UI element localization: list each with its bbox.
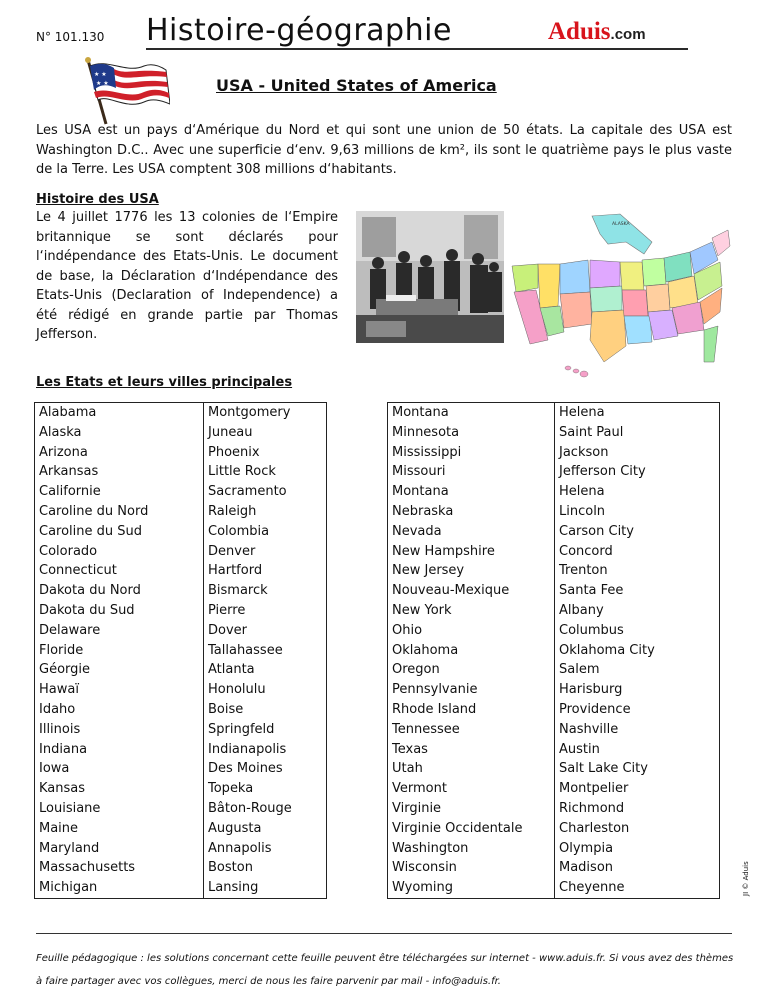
capital-city-cell: Montpelier: [555, 779, 720, 799]
state-name-cell: New Jersey: [388, 561, 555, 581]
capital-city-cell: Honolulu: [204, 680, 327, 700]
state-name-cell: Alaska: [35, 423, 204, 443]
state-name-cell: Illinois: [35, 720, 204, 740]
state-name-cell: Tennessee: [388, 720, 555, 740]
table-row: [388, 680, 720, 700]
capital-city-cell: Topeka: [204, 779, 327, 799]
capital-city-cell: Oklahoma City: [555, 641, 720, 661]
table-row: [35, 522, 327, 542]
footer-divider: [36, 933, 732, 934]
state-name-cell: Caroline du Sud: [35, 522, 204, 542]
state-name-cell: Rhode Island: [388, 700, 555, 720]
state-name-cell: Utah: [388, 759, 555, 779]
capital-city-cell: Carson City: [555, 522, 720, 542]
capital-city-cell: Atlanta: [204, 660, 327, 680]
state-name-cell: Arizona: [35, 443, 204, 463]
table-row: [35, 819, 327, 839]
table-row: [388, 502, 720, 522]
capital-city-cell: Charleston: [555, 819, 720, 839]
table-row: [388, 522, 720, 542]
capital-city-cell: Jefferson City: [555, 462, 720, 482]
map-label-alaska: ALASKA: [612, 222, 630, 227]
usa-flag-icon: [78, 56, 170, 128]
state-name-cell: Connecticut: [35, 561, 204, 581]
state-name-cell: Arkansas: [35, 462, 204, 482]
table-row: [388, 621, 720, 641]
capital-city-cell: Helena: [555, 403, 720, 423]
table-row: [35, 878, 327, 898]
table-row: [388, 740, 720, 760]
table-row: [35, 839, 327, 859]
state-name-cell: Nouveau-Mexique: [388, 581, 555, 601]
table-row: [388, 561, 720, 581]
state-name-cell: Wisconsin: [388, 858, 555, 878]
state-name-cell: Nevada: [388, 522, 555, 542]
capital-city-cell: Saint Paul: [555, 423, 720, 443]
state-name-cell: Hawaï: [35, 680, 204, 700]
capital-city-cell: Little Rock: [204, 462, 327, 482]
table-row: [388, 759, 720, 779]
table-row: [388, 542, 720, 562]
capital-city-cell: Boston: [204, 858, 327, 878]
capital-city-cell: Springfeld: [204, 720, 327, 740]
capital-city-cell: Harisburg: [555, 680, 720, 700]
table-row: [35, 759, 327, 779]
table-row: [388, 581, 720, 601]
footer-note: Feuille pédagogique : les solutions concernant cette feuille peuvent être téléchargées sur internet - www.aduis.fr. Si vous avez des thèmes à faire partager avec vos collègues, merci de nous les faire parvenir par mail - info@aduis.fr.: [36, 953, 734, 987]
capital-city-cell: Trenton: [555, 561, 720, 581]
states-heading: Les Etats et leurs villes principales: [36, 375, 293, 390]
state-name-cell: Virginie: [388, 799, 555, 819]
state-name-cell: Iowa: [35, 759, 204, 779]
table-row: [388, 641, 720, 661]
capital-city-cell: Helena: [555, 482, 720, 502]
table-row: [388, 482, 720, 502]
logo-main: Aduis: [548, 18, 611, 45]
state-name-cell: Washington: [388, 839, 555, 859]
capital-city-cell: Columbus: [555, 621, 720, 641]
state-name-cell: Pennsylvanie: [388, 680, 555, 700]
capital-city-cell: Augusta: [204, 819, 327, 839]
state-name-cell: Géorgie: [35, 660, 204, 680]
state-name-cell: Minnesota: [388, 423, 555, 443]
state-name-cell: Montana: [388, 403, 555, 423]
table-row: [388, 700, 720, 720]
table-row: [35, 482, 327, 502]
table-row: [388, 858, 720, 878]
state-name-cell: Dakota du Nord: [35, 581, 204, 601]
capital-city-cell: Bâton-Rouge: [204, 799, 327, 819]
aduis-logo[interactable]: [548, 18, 646, 46]
state-name-cell: New Hampshire: [388, 542, 555, 562]
table-row: [35, 799, 327, 819]
capital-city-cell: Albany: [555, 601, 720, 621]
capital-city-cell: Richmond: [555, 799, 720, 819]
state-name-cell: Idaho: [35, 700, 204, 720]
table-row: [388, 878, 720, 898]
history-heading: Histoire des USA: [36, 192, 159, 207]
table-row: [35, 720, 327, 740]
header-divider: [146, 48, 688, 50]
document-number: N° 101.130: [36, 30, 105, 44]
capital-city-cell: Jackson: [555, 443, 720, 463]
capital-city-cell: Concord: [555, 542, 720, 562]
table-row: [35, 700, 327, 720]
state-name-cell: Indiana: [35, 740, 204, 760]
table-row: [388, 779, 720, 799]
capital-city-cell: Lansing: [204, 878, 327, 898]
capital-city-cell: Colombia: [204, 522, 327, 542]
capital-city-cell: Santa Fee: [555, 581, 720, 601]
table-row: [388, 423, 720, 443]
table-row: [35, 601, 327, 621]
table-row: [388, 799, 720, 819]
state-name-cell: Dakota du Sud: [35, 601, 204, 621]
capital-city-cell: Juneau: [204, 423, 327, 443]
capital-city-cell: Lincoln: [555, 502, 720, 522]
table-row: [35, 542, 327, 562]
capital-city-cell: Raleigh: [204, 502, 327, 522]
state-name-cell: Michigan: [35, 878, 204, 898]
table-row: [388, 601, 720, 621]
capital-city-cell: Boise: [204, 700, 327, 720]
logo-suffix: .com: [610, 26, 646, 43]
table-row: [388, 462, 720, 482]
table-row: [35, 858, 327, 878]
table-row: [35, 680, 327, 700]
table-row: [35, 621, 327, 641]
table-row: [388, 403, 720, 423]
table-row: [35, 502, 327, 522]
state-name-cell: Caroline du Nord: [35, 502, 204, 522]
state-name-cell: Massachusetts: [35, 858, 204, 878]
states-table-left: [34, 402, 327, 899]
state-name-cell: Maine: [35, 819, 204, 839]
capital-city-cell: Austin: [555, 740, 720, 760]
table-row: [35, 423, 327, 443]
table-row: [35, 641, 327, 661]
state-name-cell: Virginie Occidentale: [388, 819, 555, 839]
capital-city-cell: Olympia: [555, 839, 720, 859]
table-row: [35, 403, 327, 423]
state-name-cell: Maryland: [35, 839, 204, 859]
state-name-cell: Montana: [388, 482, 555, 502]
capital-city-cell: Nashville: [555, 720, 720, 740]
state-name-cell: Floride: [35, 641, 204, 661]
state-name-cell: Ohio: [388, 621, 555, 641]
subject-title: Histoire-géographie: [146, 13, 452, 48]
table-row: [35, 561, 327, 581]
capital-city-cell: Tallahassee: [204, 641, 327, 661]
state-name-cell: Oklahoma: [388, 641, 555, 661]
state-name-cell: Wyoming: [388, 878, 555, 898]
capital-city-cell: Hartford: [204, 561, 327, 581]
declaration-painting: [356, 211, 504, 343]
intro-paragraph: Les USA est un pays d‘Amérique du Nord et qui sont une union de 50 états. La capitale des USA est Washington D.C.. Avec une superficie d‘env. 9,63 millions de km², ils sont le quatrième pays le plus vaste de la Terre. Les USA comptent 308 millions d‘habitants.: [36, 123, 732, 177]
capital-city-cell: Annapolis: [204, 839, 327, 859]
table-row: [35, 779, 327, 799]
capital-city-cell: Salem: [555, 660, 720, 680]
capital-city-cell: Cheyenne: [555, 878, 720, 898]
capital-city-cell: Indianapolis: [204, 740, 327, 760]
capital-city-cell: Dover: [204, 621, 327, 641]
states-table-right: [387, 402, 720, 899]
state-name-cell: Texas: [388, 740, 555, 760]
capital-city-cell: Denver: [204, 542, 327, 562]
page-title: USA - United States of America: [216, 76, 497, 95]
table-row: [388, 819, 720, 839]
capital-city-cell: Pierre: [204, 601, 327, 621]
table-row: [388, 660, 720, 680]
svg-text:★ ★: ★ ★: [96, 80, 109, 87]
table-row: [35, 581, 327, 601]
capital-city-cell: Sacramento: [204, 482, 327, 502]
state-name-cell: Kansas: [35, 779, 204, 799]
usa-states-map: [508, 212, 732, 380]
state-name-cell: Mississippi: [388, 443, 555, 463]
capital-city-cell: Bismarck: [204, 581, 327, 601]
table-row: [35, 462, 327, 482]
capital-city-cell: Salt Lake City: [555, 759, 720, 779]
capital-city-cell: Providence: [555, 700, 720, 720]
state-name-cell: Delaware: [35, 621, 204, 641]
capital-city-cell: Madison: [555, 858, 720, 878]
history-paragraph: Le 4 juillet 1776 les 13 colonies de l‘Empire britannique se sont déclarés pour l‘indépendance des Etats-Unis. Le document de base, la Déclaration d‘Indépendance des Etats-Unis (Declaration of Independence) a été rédigé en grande partie par Thomas Jefferson.: [36, 210, 338, 342]
state-name-cell: Colorado: [35, 542, 204, 562]
capital-city-cell: Montgomery: [204, 403, 327, 423]
state-name-cell: Californie: [35, 482, 204, 502]
svg-text:★ ★: ★ ★: [94, 71, 107, 78]
table-row: [35, 660, 327, 680]
state-name-cell: Nebraska: [388, 502, 555, 522]
state-name-cell: Louisiane: [35, 799, 204, 819]
state-name-cell: Oregon: [388, 660, 555, 680]
state-name-cell: Vermont: [388, 779, 555, 799]
table-row: [35, 443, 327, 463]
state-name-cell: New York: [388, 601, 555, 621]
table-row: [388, 720, 720, 740]
state-name-cell: Alabama: [35, 403, 204, 423]
capital-city-cell: Phoenix: [204, 443, 327, 463]
capital-city-cell: Des Moines: [204, 759, 327, 779]
table-row: [388, 839, 720, 859]
state-name-cell: Missouri: [388, 462, 555, 482]
copyright-note: JI © Aduis: [742, 861, 750, 896]
table-row: [388, 443, 720, 463]
table-row: [35, 740, 327, 760]
